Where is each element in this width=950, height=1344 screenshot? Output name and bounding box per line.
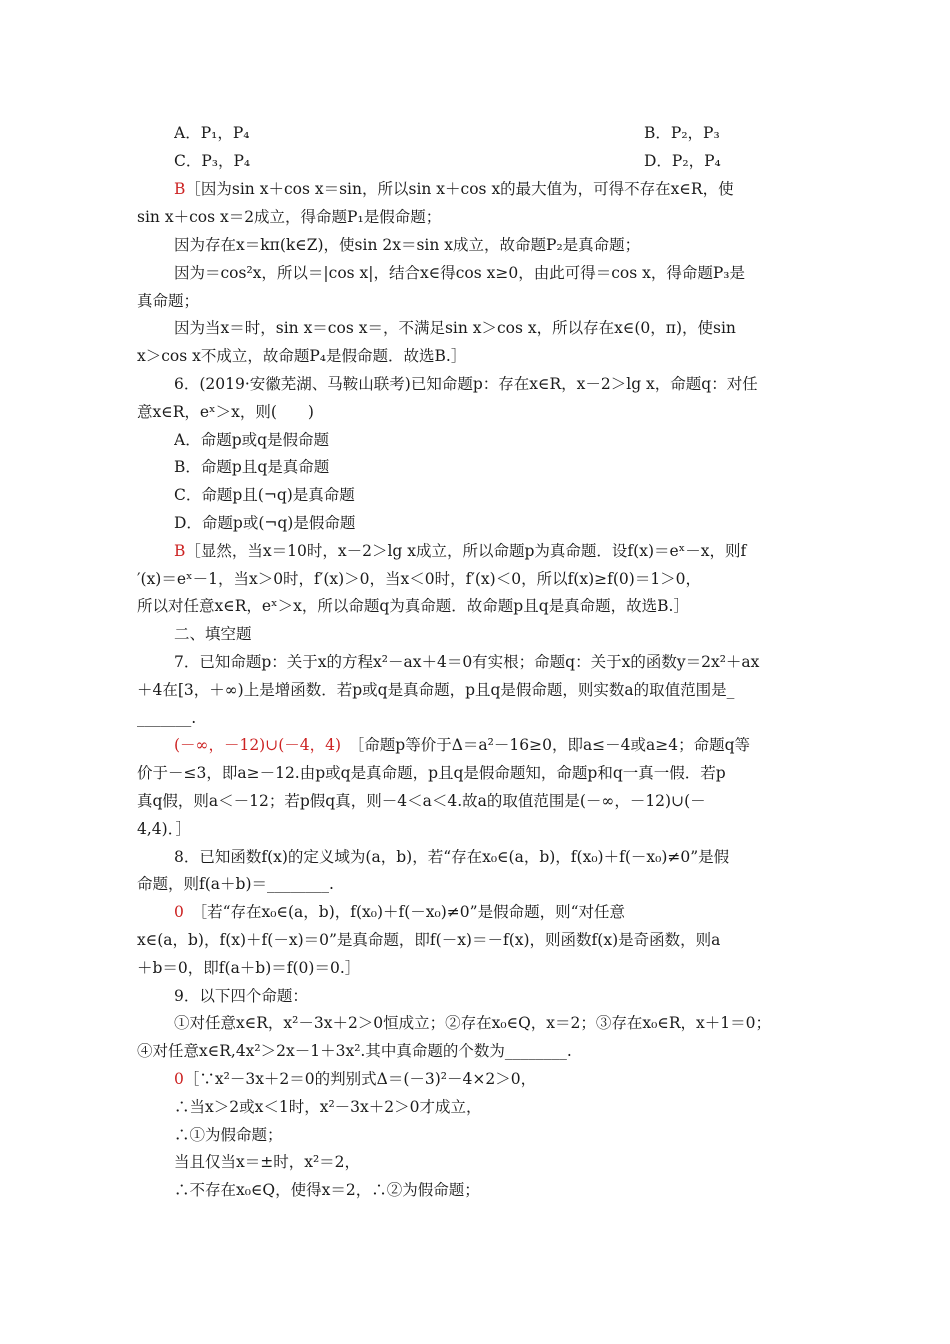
- option-d: D．命题p或(¬q)是假命题: [174, 514, 356, 532]
- option-a: A．命题p或q是假命题: [174, 431, 330, 449]
- answer-label: 0: [174, 1070, 184, 1088]
- text-line: ［若“存在x₀∈(a，b)，f(x₀)＋f(－x₀)≠0”是假命题，则“对任意: [183, 903, 626, 921]
- text-line: 意x∈R，eˣ＞x，则( ): [137, 403, 314, 421]
- option-d: D．P₂，P₄: [644, 152, 721, 170]
- text-line: ＋4在[3，＋∞)上是增函数．若p或q是真命题，p且q是假命题，则实数a的取值范围是_: [137, 681, 735, 699]
- text-line: 真q假，则a＜－12；若p假q真，则－4＜a＜4.故a的取值范围是(－∞，－12)∪(－: [137, 792, 706, 810]
- answer-line: [174, 735, 817, 755]
- question-7: 7．已知命题p：关于x的方程x²－ax＋4＝0有实根；命题q：关于x的函数y＝2x²＋ax: [174, 653, 760, 671]
- text-line: 因为＝cos²x，所以＝|cos x|，结合x∈得cos x≥0，由此可得＝cos x，得命题P₃是: [174, 264, 745, 282]
- text-line: ∴①为假命题；: [174, 1126, 283, 1144]
- text-line: ∴当x＞2或x＜1时，x²－3x＋2＞0才成立，: [174, 1098, 482, 1116]
- option-c: C．命题p且(¬q)是真命题: [174, 486, 355, 504]
- text-line: ′(x)＝eˣ－1，当x＞0时，f′(x)＞0，当x＜0时，f′(x)＜0，所以f(x)≥f(0)＝1＞0，: [137, 570, 702, 588]
- text-line: 当且仅当x＝±时，x²＝2，: [174, 1153, 361, 1171]
- text-line: ［因为sin x＋cos x＝sin，所以sin x＋cos x的最大值为，可得不存在x∈R，使: [185, 180, 734, 198]
- text-line: ＋b＝0，即f(a＋b)＝f(0)＝0.］: [137, 959, 361, 977]
- answer-line: [174, 541, 817, 561]
- option-line: [174, 151, 817, 171]
- text-line: ［∵x²－3x＋2＝0的判别式Δ＝(－3)²－4×2＞0，: [183, 1070, 537, 1088]
- text-line: x＞cos x不成立，故命题P₄是假命题．故选B.］: [137, 347, 467, 365]
- answer-line: [174, 1069, 817, 1089]
- text-line: 4,4)．］: [137, 820, 191, 838]
- answer-line: [174, 179, 817, 199]
- text-line: 命题，则f(a＋b)＝________.: [137, 875, 334, 893]
- section-heading: 二、填空题: [174, 625, 252, 643]
- answer-label: 0: [174, 903, 184, 921]
- text-line: ∴不存在x₀∈Q，使得x＝2，∴②为假命题；: [174, 1181, 480, 1199]
- text-line: 真命题；: [137, 292, 200, 310]
- text-line: ①对任意x∈R，x²－3x＋2＞0恒成立；②存在x₀∈Q，x＝2；③存在x₀∈R，x＋1＝0；: [174, 1014, 771, 1032]
- answer-label: B: [174, 542, 186, 560]
- question-6: 6．(2019·安徽芜湖、马鞍山联考)已知命题p：存在x∈R，x－2＞lg x，命题q：对任: [174, 375, 758, 393]
- text-line: 价于－≤3，即a≥－12.由p或q是真命题，p且q是假命题知，命题p和q一真一假．若p: [137, 764, 726, 782]
- text-line: ［命题p等价于Δ＝a²－16≥0，即a≤－4或a≥4；命题q等: [341, 736, 751, 754]
- text-line: 因为当x＝时，sin x＝cos x＝，不满足sin x＞cos x，所以存在x∈(0，π)，使sin: [174, 319, 736, 337]
- option-b: B．命题p且q是真命题: [174, 458, 330, 476]
- text-line: x∈(a，b)，f(x)＋f(－x)＝0”是真命题，即f(－x)＝－f(x)，则函数f(x)是奇函数，则a: [137, 931, 721, 949]
- option-line: [174, 123, 817, 143]
- answer-label: (－∞，－12)∪(－4，4): [174, 736, 342, 754]
- text-line: ［显然，当x＝10时，x－2＞lg x成立，所以命题p为真命题．设f(x)＝eˣ－x，则f: [185, 542, 747, 560]
- question-9: 9．以下四个命题：: [174, 987, 308, 1005]
- text-line: ④对任意x∈R,4x²＞2x－1＋3x².其中真命题的个数为________.: [137, 1042, 572, 1060]
- answer-line: [174, 902, 817, 922]
- text-line: sin x＋cos x＝2成立，得命题P₁是假命题；: [137, 208, 442, 226]
- text-line: 因为存在x＝kπ(k∈Z)，使sin 2x＝sin x成立，故命题P₂是真命题；: [174, 236, 641, 254]
- option-b: B．P₂，P₃: [644, 124, 720, 142]
- option-c: C．P₃，P₄: [174, 152, 251, 170]
- answer-label: B: [174, 180, 186, 198]
- option-a: A．P₁，P₄: [174, 124, 250, 142]
- text-line: 所以对任意x∈R，eˣ＞x，所以命题q为真命题．故命题p且q是真命题，故选B.］: [137, 597, 689, 615]
- text-line: _______.: [137, 709, 197, 727]
- question-8: 8．已知函数f(x)的定义域为(a，b)，若“存在x₀∈(a，b)，f(x₀)＋f(－x₀)≠0”是假: [174, 848, 730, 866]
